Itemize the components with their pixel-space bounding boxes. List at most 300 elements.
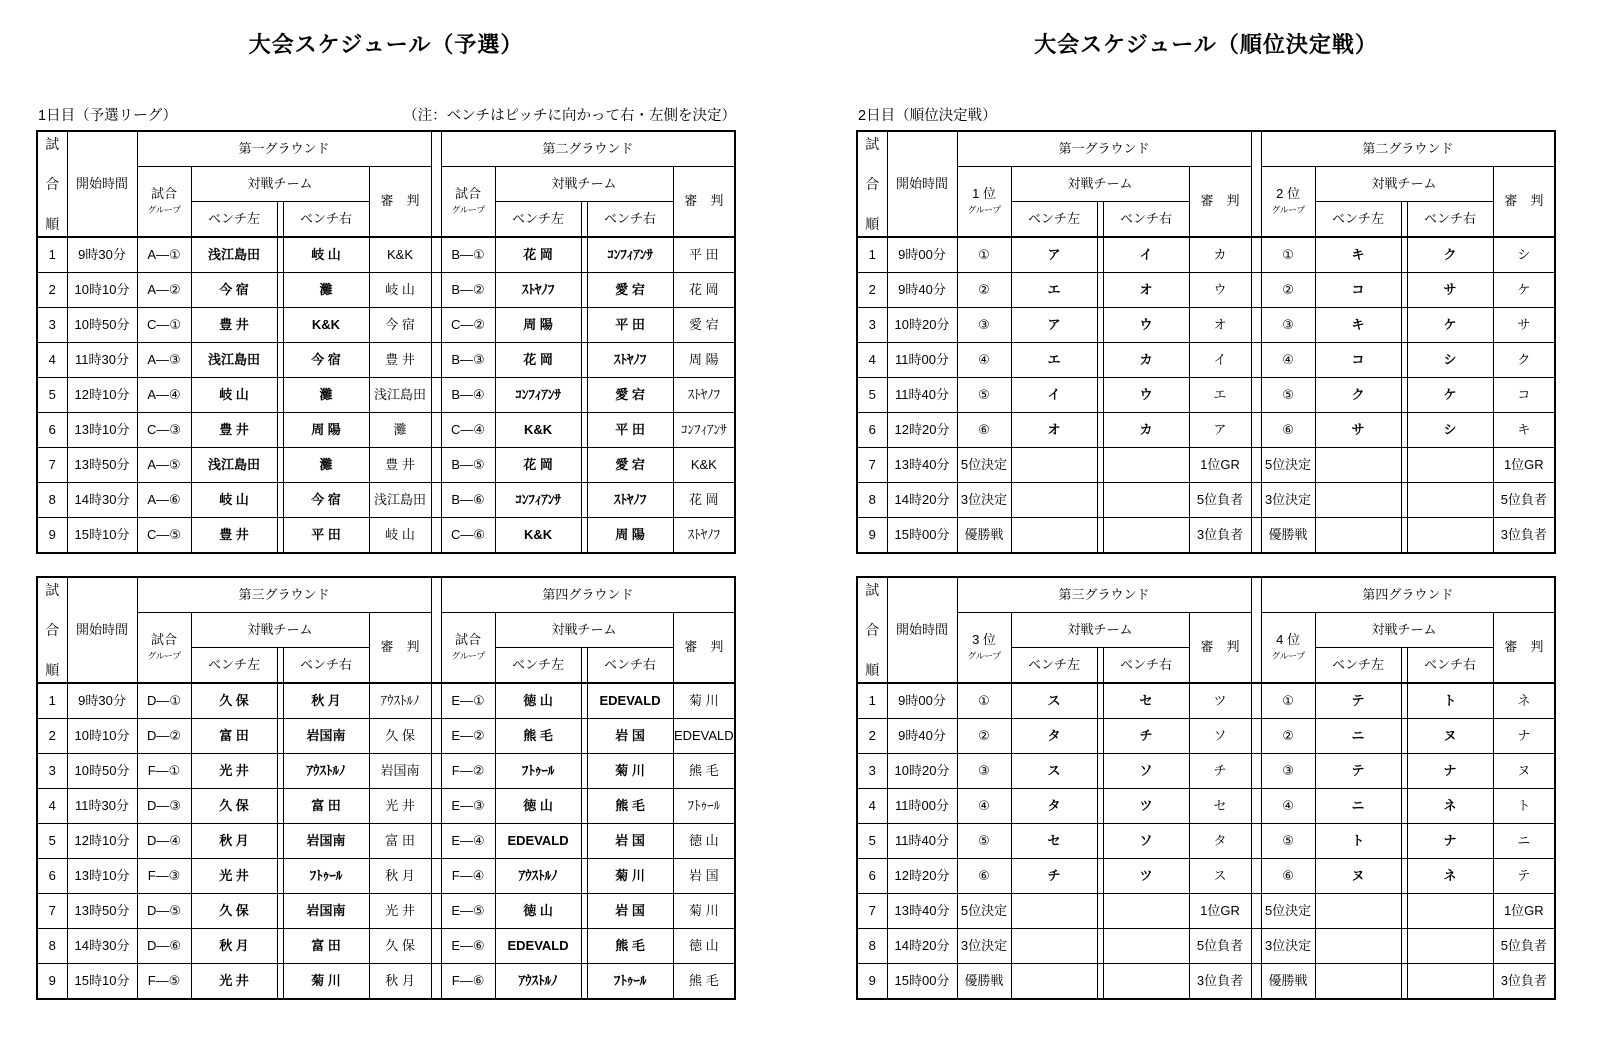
referee-cell: 秋 月 (369, 964, 431, 1000)
schedule-row (857, 859, 1555, 894)
start-time-cell: 11時00分 (887, 343, 957, 378)
group-cell: F—① (137, 754, 191, 789)
bench-right-cell (1407, 448, 1493, 483)
referee-cell: ウ (1189, 273, 1251, 308)
group-cell: 優勝戦 (1261, 964, 1315, 1000)
start-time-cell: 15時10分 (67, 518, 137, 554)
group-cell: F—④ (441, 859, 495, 894)
schedule-row (37, 237, 735, 273)
group-cell: ① (957, 237, 1011, 273)
slot-group-header: 2 位 グループ (1261, 167, 1315, 238)
ground-spacer (431, 518, 441, 554)
group-cell: C—④ (441, 413, 495, 448)
preliminary-grounds-1-2-table (36, 130, 736, 554)
start-time-cell: 10時20分 (887, 754, 957, 789)
start-time-cell: 13時50分 (67, 894, 137, 929)
bench-right-cell: 愛 宕 (587, 273, 673, 308)
bench-right-cell (1103, 964, 1189, 1000)
bench-left-cell (1011, 448, 1097, 483)
bench-left-header: ベンチ左 (191, 648, 277, 684)
vs-team-header: 対戦チーム (1011, 613, 1189, 648)
schedule-row (37, 413, 735, 448)
start-time-cell: 15時00分 (887, 964, 957, 1000)
schedule-row (857, 683, 1555, 719)
schedule-row (857, 929, 1555, 964)
group-cell: ② (957, 719, 1011, 754)
group-cell: C—③ (137, 413, 191, 448)
match-number-cell: 5 (37, 824, 67, 859)
vs-team-header: 対戦チーム (495, 167, 673, 202)
group-cell: E—⑥ (441, 929, 495, 964)
ground-name-header: 第三グラウンド (137, 577, 431, 613)
schedule-row (857, 448, 1555, 483)
schedule-row (37, 378, 735, 413)
slot-group-header: 試合 グループ (137, 613, 191, 684)
referee-cell: 光 井 (369, 894, 431, 929)
start-time-cell: 13時40分 (887, 448, 957, 483)
bench-right-cell: EDEVALD (587, 683, 673, 719)
bench-left-cell: ス (1011, 683, 1097, 719)
bench-left-cell: 熊 毛 (495, 719, 581, 754)
bench-left-cell: ク (1315, 378, 1401, 413)
preliminary-grounds-3-4-table (36, 576, 736, 1000)
bench-left-cell: 徳 山 (495, 789, 581, 824)
referee-cell: ｽﾄﾔﾉﾌ (673, 378, 735, 413)
bench-right-cell: ネ (1407, 859, 1493, 894)
header-row-grounds (857, 577, 1555, 613)
ground-spacer (1251, 448, 1261, 483)
bench-right-cell (1103, 448, 1189, 483)
bench-right-cell: ウ (1103, 378, 1189, 413)
ground-name-header: 第三グラウンド (957, 577, 1251, 613)
start-time-cell: 9時40分 (887, 719, 957, 754)
referee-cell: ケ (1493, 273, 1555, 308)
bench-left-cell (1011, 964, 1097, 1000)
bench-left-cell: ニ (1315, 789, 1401, 824)
bench-right-cell: 熊 毛 (587, 789, 673, 824)
bench-left-cell: オ (1011, 413, 1097, 448)
match-number-cell: 2 (37, 719, 67, 754)
bench-right-cell: 岩国南 (283, 894, 369, 929)
referee-cell: ｽﾄﾔﾉﾌ (673, 518, 735, 554)
match-number-cell: 1 (857, 683, 887, 719)
bench-right-cell: カ (1103, 413, 1189, 448)
bench-left-cell: 浅江島田 (191, 448, 277, 483)
schedule-row (857, 343, 1555, 378)
bench-right-cell: ｺﾝﾌｨｱﾝｻ (587, 237, 673, 273)
bench-right-cell: ナ (1407, 754, 1493, 789)
referee-cell: キ (1493, 413, 1555, 448)
match-number-cell: 7 (857, 894, 887, 929)
bench-left-header: ベンチ左 (191, 202, 277, 238)
header-row-grounds (857, 131, 1555, 167)
schedule-row (857, 894, 1555, 929)
bench-left-cell: コ (1315, 343, 1401, 378)
start-time-cell: 11時40分 (887, 824, 957, 859)
bench-left-cell: タ (1011, 719, 1097, 754)
start-time-cell: 13時10分 (67, 859, 137, 894)
bench-right-cell: 菊 川 (587, 754, 673, 789)
referee-cell: ア (1189, 413, 1251, 448)
group-cell: ⑥ (1261, 859, 1315, 894)
schedule-row (857, 308, 1555, 343)
referee-cell: 徳 山 (673, 929, 735, 964)
group-cell: ⑥ (1261, 413, 1315, 448)
bench-right-cell: 周 陽 (283, 413, 369, 448)
vs-team-header: 対戦チーム (191, 167, 369, 202)
referee-cell: オ (1189, 308, 1251, 343)
referee-cell: 浅江島田 (369, 378, 431, 413)
match-number-cell: 6 (857, 859, 887, 894)
schedule-row (37, 824, 735, 859)
bench-right-cell: ケ (1407, 308, 1493, 343)
referee-cell: 富 田 (369, 824, 431, 859)
referee-cell: 3位負者 (1189, 518, 1251, 554)
referee-cell: カ (1189, 237, 1251, 273)
vs-team-header: 対戦チーム (1315, 167, 1493, 202)
group-cell: 優勝戦 (957, 964, 1011, 1000)
bench-left-header: ベンチ左 (1011, 648, 1097, 684)
bench-left-cell: ト (1315, 824, 1401, 859)
start-time-cell: 11時30分 (67, 343, 137, 378)
referee-cell: タ (1189, 824, 1251, 859)
bench-left-cell: ス (1011, 754, 1097, 789)
bench-right-cell: カ (1103, 343, 1189, 378)
bench-left-cell: 浅江島田 (191, 343, 277, 378)
bench-left-cell (1315, 483, 1401, 518)
slot-group-header: 1 位 グループ (957, 167, 1011, 238)
match-number-cell: 4 (37, 343, 67, 378)
vs-team-header: 対戦チーム (191, 613, 369, 648)
ground-spacer (431, 308, 441, 343)
schedule-row (857, 789, 1555, 824)
group-cell: A—① (137, 237, 191, 273)
bench-left-cell (1011, 518, 1097, 554)
slot-group-header: 試合 グループ (441, 167, 495, 238)
bench-right-header: ベンチ右 (587, 648, 673, 684)
bench-left-cell: エ (1011, 343, 1097, 378)
bench-left-cell: EDEVALD (495, 824, 581, 859)
bench-left-cell (1315, 929, 1401, 964)
referee-cell: 菊 川 (673, 683, 735, 719)
ground-spacer (1251, 308, 1261, 343)
group-cell: F—⑥ (441, 964, 495, 1000)
bench-left-header: ベンチ左 (1315, 648, 1401, 684)
bench-left-cell: 久 保 (191, 683, 277, 719)
referee-header: 審 判 (673, 613, 735, 684)
start-time-cell: 12時10分 (67, 378, 137, 413)
bench-left-cell (1315, 964, 1401, 1000)
bench-right-cell: シ (1407, 343, 1493, 378)
referee-cell: 1位GR (1493, 894, 1555, 929)
group-cell: F—⑤ (137, 964, 191, 1000)
bench-right-cell: 灘 (283, 273, 369, 308)
group-cell: B—③ (441, 343, 495, 378)
schedule-row (37, 683, 735, 719)
bench-right-cell: 熊 毛 (587, 929, 673, 964)
bench-left-header: ベンチ左 (1011, 202, 1097, 238)
bench-right-cell: 岐 山 (283, 237, 369, 273)
ground-spacer (1251, 683, 1261, 719)
referee-cell: エ (1189, 378, 1251, 413)
bench-right-cell: ｽﾄﾔﾉﾌ (587, 483, 673, 518)
ground-spacer (431, 483, 441, 518)
start-time-cell: 9時40分 (887, 273, 957, 308)
bench-left-header: ベンチ左 (1315, 202, 1401, 238)
referee-header: 審 判 (1493, 613, 1555, 684)
referee-cell: 熊 毛 (673, 754, 735, 789)
group-cell: D—③ (137, 789, 191, 824)
ground-spacer (431, 683, 441, 719)
ground-spacer (1251, 413, 1261, 448)
schedule-row (37, 789, 735, 824)
bench-left-cell: キ (1315, 237, 1401, 273)
bench-right-cell: ソ (1103, 754, 1189, 789)
schedule-row (857, 824, 1555, 859)
referee-cell: 5位負者 (1493, 929, 1555, 964)
match-number-cell: 2 (857, 719, 887, 754)
bench-right-cell: ナ (1407, 824, 1493, 859)
slot-group-header: 試合 グループ (441, 613, 495, 684)
schedule-row (37, 483, 735, 518)
schedule-row (37, 308, 735, 343)
group-cell: D—② (137, 719, 191, 754)
group-cell: C—② (441, 308, 495, 343)
referee-header: 審 判 (369, 167, 431, 238)
ground-name-header: 第二グラウンド (1261, 131, 1555, 167)
ground-spacer (1251, 131, 1261, 237)
bench-right-cell (1407, 483, 1493, 518)
bench-right-cell: 秋 月 (283, 683, 369, 719)
bench-left-cell: ニ (1315, 719, 1401, 754)
referee-cell: 1位GR (1189, 448, 1251, 483)
bench-right-cell: ツ (1103, 789, 1189, 824)
match-number-cell: 7 (857, 448, 887, 483)
referee-cell: 豊 井 (369, 343, 431, 378)
referee-cell: ｺﾝﾌｨｱﾝｻ (673, 413, 735, 448)
schedule-row (857, 237, 1555, 273)
bench-left-cell: イ (1011, 378, 1097, 413)
bench-left-cell: 花 岡 (495, 448, 581, 483)
schedule-row (37, 448, 735, 483)
bench-right-cell: ﾌﾄｩｰﾙ (587, 964, 673, 1000)
start-time-cell: 12時20分 (887, 413, 957, 448)
page-title-placement: 大会スケジュール（順位決定戦） (1034, 32, 1378, 57)
match-number-cell: 6 (37, 413, 67, 448)
bench-right-cell: 岩 国 (587, 719, 673, 754)
group-cell: 3位決定 (957, 483, 1011, 518)
bench-right-cell: サ (1407, 273, 1493, 308)
group-cell: C—⑤ (137, 518, 191, 554)
referee-header: 審 判 (1189, 613, 1251, 684)
group-cell: ④ (1261, 343, 1315, 378)
page-title-preliminary: 大会スケジュール（予選） (248, 32, 524, 57)
bench-right-cell: 灘 (283, 448, 369, 483)
header-row-teams (37, 167, 735, 202)
bench-left-cell (1011, 929, 1097, 964)
match-number-cell: 5 (857, 824, 887, 859)
referee-cell: 徳 山 (673, 824, 735, 859)
schedule-row (857, 754, 1555, 789)
referee-cell: 光 井 (369, 789, 431, 824)
ground-spacer (431, 754, 441, 789)
referee-cell: 1位GR (1493, 448, 1555, 483)
ground-spacer (1251, 378, 1261, 413)
match-number-cell: 8 (857, 483, 887, 518)
match-number-cell: 9 (857, 518, 887, 554)
match-number-cell: 8 (857, 929, 887, 964)
schedule-row (857, 413, 1555, 448)
start-time-cell: 15時00分 (887, 518, 957, 554)
referee-cell: 今 宿 (369, 308, 431, 343)
bench-left-cell: セ (1011, 824, 1097, 859)
bench-right-header: ベンチ右 (283, 648, 369, 684)
group-cell: B—① (441, 237, 495, 273)
start-time-cell: 10時50分 (67, 754, 137, 789)
referee-cell: 岐 山 (369, 273, 431, 308)
header-row-teams (857, 167, 1555, 202)
group-cell: C—⑥ (441, 518, 495, 554)
group-cell: ⑤ (957, 378, 1011, 413)
referee-cell: 3位負者 (1493, 518, 1555, 554)
referee-cell: 熊 毛 (673, 964, 735, 1000)
bench-right-cell: ネ (1407, 789, 1493, 824)
bench-left-cell: エ (1011, 273, 1097, 308)
bench-right-header: ベンチ右 (1103, 202, 1189, 238)
placement-grounds-3-4-table (856, 576, 1556, 1000)
ground-spacer (1251, 577, 1261, 683)
bench-right-header: ベンチ右 (587, 202, 673, 238)
schedule-row (37, 754, 735, 789)
referee-cell: テ (1493, 859, 1555, 894)
bench-right-cell: 岩 国 (587, 824, 673, 859)
ground-spacer (431, 448, 441, 483)
ground-spacer (431, 859, 441, 894)
bench-left-cell: 豊 井 (191, 518, 277, 554)
match-number-cell: 1 (37, 237, 67, 273)
bench-right-cell: オ (1103, 273, 1189, 308)
ground-spacer (431, 824, 441, 859)
header-row-teams (857, 613, 1555, 648)
group-cell: D—④ (137, 824, 191, 859)
ground-spacer (431, 343, 441, 378)
referee-cell: ﾌﾄｩｰﾙ (673, 789, 735, 824)
group-cell: ⑥ (957, 413, 1011, 448)
referee-cell: セ (1189, 789, 1251, 824)
bench-right-header: ベンチ右 (1103, 648, 1189, 684)
start-time-cell: 10時10分 (67, 719, 137, 754)
start-time-cell: 9時30分 (67, 237, 137, 273)
group-cell: D—① (137, 683, 191, 719)
schedule-row (37, 859, 735, 894)
bench-left-cell: 光 井 (191, 754, 277, 789)
day1-subtitle: 1日目（予選リーグ） (38, 108, 177, 124)
group-cell: A—② (137, 273, 191, 308)
bench-right-cell: 菊 川 (283, 964, 369, 1000)
ground-spacer (1251, 929, 1261, 964)
bench-right-cell: ｽﾄﾔﾉﾌ (587, 343, 673, 378)
group-cell: ② (1261, 273, 1315, 308)
start-time-cell: 14時30分 (67, 929, 137, 964)
referee-header: 審 判 (673, 167, 735, 238)
match-number-cell: 9 (37, 518, 67, 554)
group-cell: E—② (441, 719, 495, 754)
match-number-cell: 8 (37, 929, 67, 964)
group-cell: E—⑤ (441, 894, 495, 929)
ground-spacer (431, 577, 441, 683)
bench-right-cell (1103, 894, 1189, 929)
referee-header: 審 判 (1189, 167, 1251, 238)
bench-left-cell (1315, 518, 1401, 554)
match-number-cell: 4 (857, 789, 887, 824)
bench-left-cell: 岐 山 (191, 483, 277, 518)
ground-spacer (431, 964, 441, 1000)
bench-right-cell: ケ (1407, 378, 1493, 413)
bench-left-cell: 秋 月 (191, 929, 277, 964)
ground-spacer (431, 237, 441, 273)
ground-spacer (1251, 894, 1261, 929)
bench-right-cell (1103, 518, 1189, 554)
start-time-cell: 12時10分 (67, 824, 137, 859)
referee-cell: 岩国南 (369, 754, 431, 789)
bench-right-cell: 富 田 (283, 789, 369, 824)
bench-right-cell: 愛 宕 (587, 378, 673, 413)
group-cell: C—① (137, 308, 191, 343)
bench-left-cell: ｺﾝﾌｨｱﾝｻ (495, 378, 581, 413)
schedule-row (857, 483, 1555, 518)
referee-cell: 5位負者 (1189, 929, 1251, 964)
bench-right-header: ベンチ右 (1407, 648, 1493, 684)
header-row-teams (37, 613, 735, 648)
bench-left-cell: テ (1315, 754, 1401, 789)
match-number-cell: 8 (37, 483, 67, 518)
ground-name-header: 第一グラウンド (957, 131, 1251, 167)
schedule-row (37, 273, 735, 308)
group-cell: ① (957, 683, 1011, 719)
ground-spacer (1251, 273, 1261, 308)
referee-cell: 花 岡 (673, 273, 735, 308)
bench-right-cell (1407, 964, 1493, 1000)
ground-spacer (431, 378, 441, 413)
bench-left-cell (1315, 448, 1401, 483)
bench-left-cell: キ (1315, 308, 1401, 343)
group-cell: D—⑤ (137, 894, 191, 929)
start-time-cell: 14時20分 (887, 929, 957, 964)
group-cell: 3位決定 (1261, 929, 1315, 964)
start-time-cell: 10時10分 (67, 273, 137, 308)
bench-right-cell (1103, 483, 1189, 518)
referee-header: 審 判 (1493, 167, 1555, 238)
start-time-cell: 14時30分 (67, 483, 137, 518)
bench-right-cell: 富 田 (283, 929, 369, 964)
bench-right-cell: 岩国南 (283, 824, 369, 859)
referee-header: 審 判 (369, 613, 431, 684)
referee-cell: 5位負者 (1493, 483, 1555, 518)
bench-left-cell: 徳 山 (495, 894, 581, 929)
bench-left-cell: K&K (495, 518, 581, 554)
ground-spacer (1251, 789, 1261, 824)
day2-subtitle: 2日目（順位決定戦） (858, 108, 997, 124)
match-order-header (857, 577, 887, 683)
group-cell: ③ (1261, 754, 1315, 789)
referee-cell: 菊 川 (673, 894, 735, 929)
group-cell: ⑤ (957, 824, 1011, 859)
bench-right-header: ベンチ右 (1407, 202, 1493, 238)
schedule-row (857, 719, 1555, 754)
referee-cell: 久 保 (369, 719, 431, 754)
group-cell: 優勝戦 (957, 518, 1011, 554)
bench-right-cell: 平 田 (283, 518, 369, 554)
